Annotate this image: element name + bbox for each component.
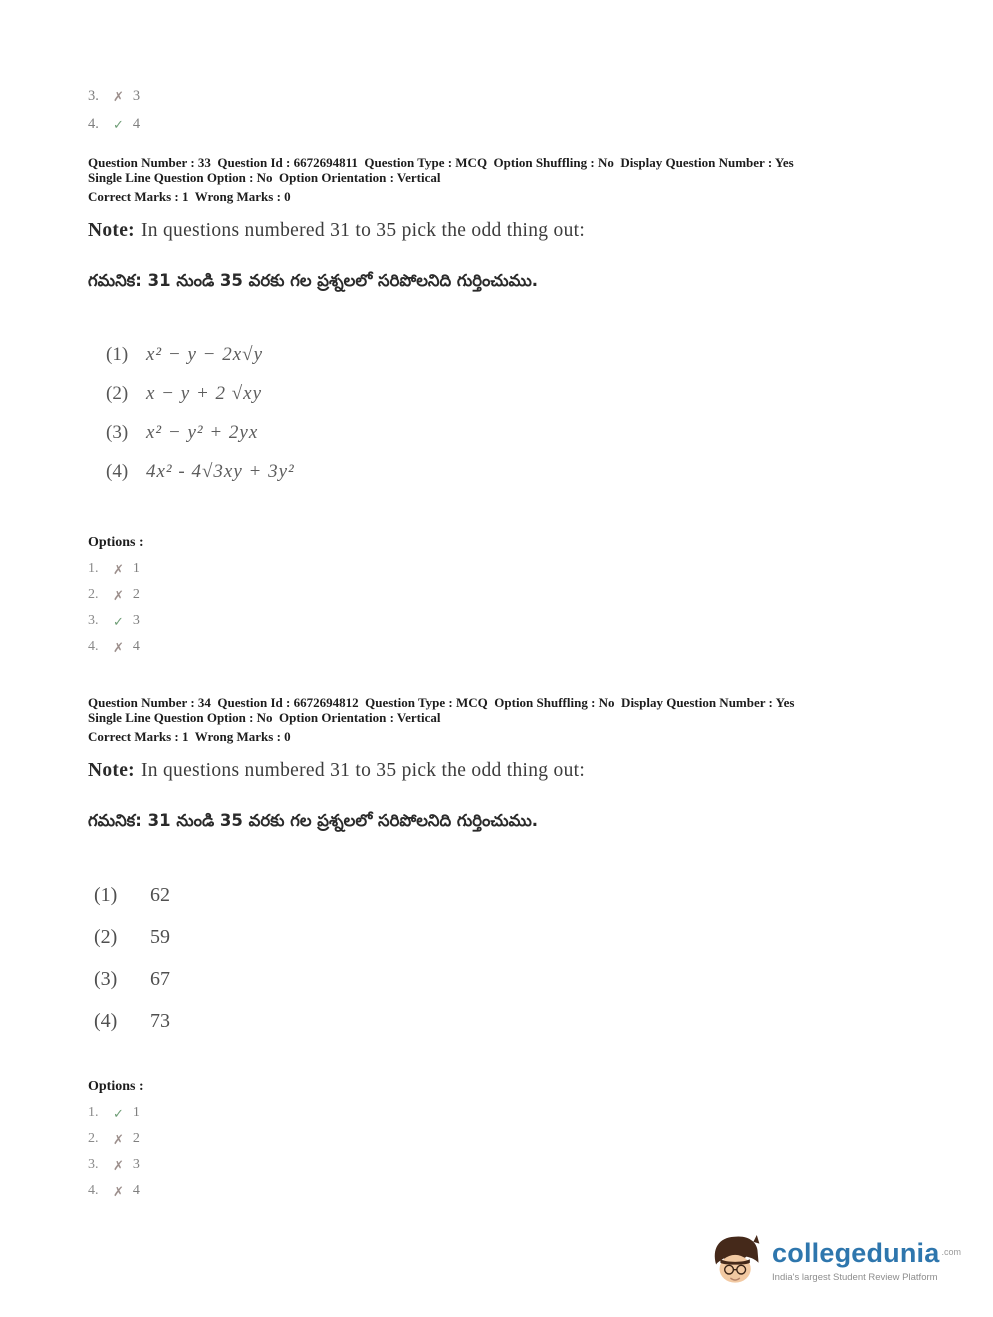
question-choices [88, 344, 993, 483]
cross-icon: ✗ [113, 561, 124, 577]
choice-number: (4) [106, 461, 129, 482]
option-label: 3 [132, 1157, 140, 1172]
answer-option-row [88, 1157, 993, 1173]
choice-expression: x − y + 2 √xy [146, 383, 263, 404]
collegedunia-logo [710, 1233, 961, 1289]
option-number: 4. [88, 1183, 99, 1198]
option-number: 3. [88, 1157, 99, 1172]
option-label: 3 [132, 88, 141, 104]
question-meta-line-2: Single Line Question Option : No Option Orientation : Vertical [88, 710, 441, 725]
choice-number: (2) [94, 926, 118, 948]
cross-icon: ✗ [113, 1157, 124, 1173]
option-number: 4. [88, 639, 99, 654]
option-label: 4 [132, 1183, 140, 1198]
collegedunia-mascot-icon [710, 1233, 762, 1289]
options-label: Options : [88, 1079, 144, 1094]
option-number: 2. [88, 587, 99, 602]
option-number: 3. [88, 613, 99, 628]
check-icon: ✓ [113, 613, 124, 629]
answer-option-row [88, 613, 993, 629]
option-label: 2 [132, 587, 140, 602]
choice-number: (3) [106, 422, 129, 443]
choice-row [88, 461, 993, 483]
question-note [88, 760, 993, 782]
answer-option-row [88, 1105, 993, 1121]
question-meta-line-2: Single Line Question Option : No Option Orientation : Vertical [88, 170, 441, 185]
answer-key-options [88, 1105, 993, 1199]
question-marks-line: Correct Marks : 1 Wrong Marks : 0 [88, 189, 291, 204]
choice-row [88, 884, 993, 907]
brand-name: collegedunia [772, 1237, 940, 1268]
answer-option-row [88, 587, 993, 603]
option-number: 3. [88, 88, 99, 104]
choice-row [88, 422, 993, 444]
choice-expression: x² − y − 2x√y [146, 344, 263, 365]
choice-row [88, 926, 993, 949]
cross-icon: ✗ [113, 639, 124, 655]
option-label: 4 [132, 116, 141, 132]
cross-icon: ✗ [113, 587, 124, 603]
cross-icon: ✗ [113, 89, 124, 104]
option-label: 4 [132, 639, 140, 654]
question-34-block [88, 695, 993, 1199]
choice-value: 59 [150, 926, 170, 948]
question-metadata [88, 155, 993, 204]
option-label: 2 [132, 1131, 140, 1146]
question-33-block [88, 155, 993, 655]
option-label: 1 [132, 1105, 140, 1120]
choice-row [88, 1010, 993, 1033]
question-note-telugu: గమనిక: 31 నుండి 35 వరకు గల ప్రశ్నలలో సరిపోలనిది గుర్తించుము. [88, 271, 539, 290]
choice-value: 62 [150, 884, 170, 906]
question-metadata [88, 695, 993, 744]
question-marks-line: Correct Marks : 1 Wrong Marks : 0 [88, 729, 291, 744]
cross-icon: ✗ [113, 1131, 124, 1147]
previous-question-options [88, 88, 993, 133]
option-number: 2. [88, 1131, 99, 1146]
note-text: In questions numbered 31 to 35 pick the odd thing out: [140, 220, 586, 241]
choice-value: 67 [150, 968, 170, 990]
question-note-telugu: గమనిక: 31 నుండి 35 వరకు గల ప్రశ్నలలో సరిపోలనిది గుర్తించుము. [88, 811, 539, 830]
choice-row [88, 968, 993, 991]
answer-option-row [88, 88, 993, 105]
brand-domain-suffix: .com [941, 1247, 961, 1258]
choice-number: (1) [106, 344, 129, 365]
question-meta-line-1: Question Number : 34 Question Id : 6672694812 Question Type : MCQ Option Shuffling : No Display Question Number : Yes [88, 695, 795, 710]
note-label: Note: [88, 220, 135, 241]
choice-row [88, 383, 993, 405]
answer-option-row [88, 561, 993, 577]
option-label: 1 [132, 561, 140, 576]
choice-number: (1) [94, 884, 118, 906]
options-label: Options : [88, 535, 144, 550]
brand-text [772, 1237, 961, 1283]
question-note [88, 220, 993, 242]
option-number: 4. [88, 116, 99, 132]
cross-icon: ✗ [113, 1183, 124, 1199]
choice-expression: x² − y² + 2yx [146, 422, 259, 443]
question-choices [88, 884, 993, 1033]
choice-number: (3) [94, 968, 118, 990]
note-text: In questions numbered 31 to 35 pick the odd thing out: [140, 760, 586, 781]
question-meta-line-1: Question Number : 33 Question Id : 6672694811 Question Type : MCQ Option Shuffling : No Display Question Number : Yes [88, 155, 794, 170]
choice-number: (2) [106, 383, 129, 404]
answer-option-row [88, 1131, 993, 1147]
brand-tagline: India's largest Student Review Platform [772, 1271, 938, 1283]
note-label: Note: [88, 760, 135, 781]
option-number: 1. [88, 561, 99, 576]
check-icon: ✓ [113, 117, 124, 132]
option-label: 3 [132, 613, 140, 628]
choice-number: (4) [94, 1010, 118, 1032]
choice-row [88, 344, 993, 366]
option-number: 1. [88, 1105, 99, 1120]
answer-key-options [88, 561, 993, 655]
answer-option-row [88, 639, 993, 655]
answer-option-row [88, 1183, 993, 1199]
answer-option-row [88, 116, 993, 133]
choice-expression: 4x² - 4√3xy + 3y² [146, 461, 295, 482]
choice-value: 73 [150, 1010, 170, 1032]
check-icon: ✓ [113, 1105, 124, 1121]
